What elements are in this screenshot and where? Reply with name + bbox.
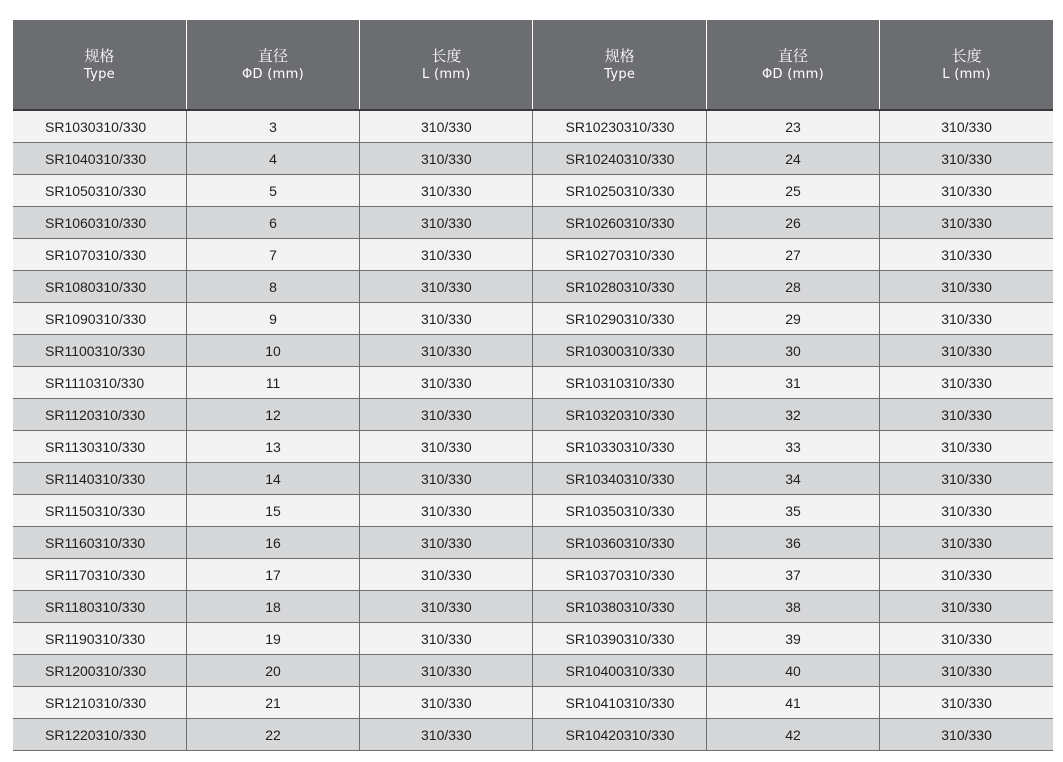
column-header-type <box>533 20 706 110</box>
diameter-cell: 9 <box>186 303 359 335</box>
diameter-cell: 36 <box>706 527 879 559</box>
diameter-cell: 24 <box>706 143 879 175</box>
length-cell: 310/330 <box>880 110 1053 143</box>
type-cell: SR10400310/330 <box>533 655 706 687</box>
type-cell: SR10330310/330 <box>533 431 706 463</box>
table-row <box>13 367 1053 399</box>
type-cell: SR1040310/330 <box>13 143 186 175</box>
length-cell: 310/330 <box>880 591 1053 623</box>
type-cell: SR1070310/330 <box>13 239 186 271</box>
type-cell: SR10350310/330 <box>533 495 706 527</box>
table-row <box>13 463 1053 495</box>
length-cell: 310/330 <box>880 719 1053 751</box>
diameter-cell: 39 <box>706 623 879 655</box>
type-cell: SR10320310/330 <box>533 399 706 431</box>
type-cell: SR1130310/330 <box>13 431 186 463</box>
length-cell: 310/330 <box>360 431 533 463</box>
length-cell: 310/330 <box>880 495 1053 527</box>
type-cell: SR10370310/330 <box>533 559 706 591</box>
length-cell: 310/330 <box>880 271 1053 303</box>
diameter-cell: 19 <box>186 623 359 655</box>
type-cell: SR1210310/330 <box>13 687 186 719</box>
diameter-cell: 33 <box>706 431 879 463</box>
length-cell: 310/330 <box>360 591 533 623</box>
column-header-en-label: Type <box>83 66 115 82</box>
diameter-cell: 34 <box>706 463 879 495</box>
table-row <box>13 335 1053 367</box>
table-row <box>13 175 1053 207</box>
diameter-cell: 42 <box>706 719 879 751</box>
type-cell: SR1150310/330 <box>13 495 186 527</box>
diameter-cell: 23 <box>706 110 879 143</box>
length-cell: 310/330 <box>880 463 1053 495</box>
column-header-zh-label: 直径 <box>777 46 808 65</box>
spec-table <box>13 20 1053 751</box>
diameter-cell: 8 <box>186 271 359 303</box>
length-cell: 310/330 <box>360 367 533 399</box>
length-cell: 310/330 <box>360 143 533 175</box>
diameter-cell: 15 <box>186 495 359 527</box>
length-cell: 310/330 <box>880 175 1053 207</box>
diameter-cell: 20 <box>186 655 359 687</box>
table-row <box>13 719 1053 751</box>
type-cell: SR10230310/330 <box>533 110 706 143</box>
type-cell: SR10290310/330 <box>533 303 706 335</box>
type-cell: SR1050310/330 <box>13 175 186 207</box>
column-header-diameter <box>186 20 359 110</box>
column-header-length <box>880 20 1053 110</box>
length-cell: 310/330 <box>360 207 533 239</box>
diameter-cell: 4 <box>186 143 359 175</box>
length-cell: 310/330 <box>880 655 1053 687</box>
table-row <box>13 303 1053 335</box>
table-row <box>13 431 1053 463</box>
diameter-cell: 31 <box>706 367 879 399</box>
length-cell: 310/330 <box>360 303 533 335</box>
type-cell: SR10250310/330 <box>533 175 706 207</box>
length-cell: 310/330 <box>360 335 533 367</box>
length-cell: 310/330 <box>360 687 533 719</box>
type-cell: SR10390310/330 <box>533 623 706 655</box>
table-row <box>13 527 1053 559</box>
header-row <box>13 20 1053 110</box>
type-cell: SR10270310/330 <box>533 239 706 271</box>
length-cell: 310/330 <box>360 623 533 655</box>
table-header <box>13 20 1053 110</box>
length-cell: 310/330 <box>880 623 1053 655</box>
column-header-zh-label: 长度 <box>431 46 462 65</box>
diameter-cell: 6 <box>186 207 359 239</box>
column-header-en-label: Type <box>604 66 636 82</box>
type-cell: SR1160310/330 <box>13 527 186 559</box>
table-row <box>13 239 1053 271</box>
diameter-cell: 10 <box>186 335 359 367</box>
table-row <box>13 399 1053 431</box>
diameter-cell: 38 <box>706 591 879 623</box>
diameter-cell: 3 <box>186 110 359 143</box>
diameter-cell: 26 <box>706 207 879 239</box>
column-header-zh-label: 规格 <box>604 46 635 65</box>
length-cell: 310/330 <box>360 239 533 271</box>
type-cell: SR10240310/330 <box>533 143 706 175</box>
column-header-en-label: L (mm) <box>421 66 471 82</box>
column-header-zh-label: 长度 <box>951 46 982 65</box>
diameter-cell: 35 <box>706 495 879 527</box>
length-cell: 310/330 <box>360 495 533 527</box>
type-cell: SR1060310/330 <box>13 207 186 239</box>
type-cell: SR1090310/330 <box>13 303 186 335</box>
table-row <box>13 623 1053 655</box>
type-cell: SR1080310/330 <box>13 271 186 303</box>
type-cell: SR10280310/330 <box>533 271 706 303</box>
diameter-cell: 21 <box>186 687 359 719</box>
table-row <box>13 591 1053 623</box>
type-cell: SR10310310/330 <box>533 367 706 399</box>
table-row <box>13 271 1053 303</box>
diameter-cell: 16 <box>186 527 359 559</box>
column-header-en-label: ΦD (mm) <box>242 66 304 82</box>
table-row <box>13 687 1053 719</box>
column-header-zh-label: 直径 <box>257 46 288 65</box>
table-row <box>13 559 1053 591</box>
column-header-zh-label: 规格 <box>84 46 115 65</box>
length-cell: 310/330 <box>360 655 533 687</box>
column-header-en-label: ΦD (mm) <box>762 66 824 82</box>
length-cell: 310/330 <box>880 207 1053 239</box>
length-cell: 310/330 <box>880 527 1053 559</box>
type-cell: SR1030310/330 <box>13 110 186 143</box>
column-header-diameter <box>706 20 879 110</box>
diameter-cell: 7 <box>186 239 359 271</box>
diameter-cell: 17 <box>186 559 359 591</box>
length-cell: 310/330 <box>880 143 1053 175</box>
length-cell: 310/330 <box>880 239 1053 271</box>
type-cell: SR10300310/330 <box>533 335 706 367</box>
length-cell: 310/330 <box>880 367 1053 399</box>
diameter-cell: 14 <box>186 463 359 495</box>
type-cell: SR1110310/330 <box>13 367 186 399</box>
column-header-en-label: L (mm) <box>942 66 991 82</box>
length-cell: 310/330 <box>360 175 533 207</box>
diameter-cell: 18 <box>186 591 359 623</box>
table-row <box>13 110 1053 143</box>
diameter-cell: 29 <box>706 303 879 335</box>
table-row <box>13 655 1053 687</box>
type-cell: SR1200310/330 <box>13 655 186 687</box>
length-cell: 310/330 <box>880 431 1053 463</box>
type-cell: SR10410310/330 <box>533 687 706 719</box>
length-cell: 310/330 <box>360 110 533 143</box>
length-cell: 310/330 <box>360 559 533 591</box>
table-row <box>13 207 1053 239</box>
type-cell: SR10260310/330 <box>533 207 706 239</box>
type-cell: SR1120310/330 <box>13 399 186 431</box>
length-cell: 310/330 <box>880 687 1053 719</box>
diameter-cell: 30 <box>706 335 879 367</box>
diameter-cell: 41 <box>706 687 879 719</box>
type-cell: SR10420310/330 <box>533 719 706 751</box>
type-cell: SR1100310/330 <box>13 335 186 367</box>
diameter-cell: 13 <box>186 431 359 463</box>
length-cell: 310/330 <box>360 271 533 303</box>
diameter-cell: 12 <box>186 399 359 431</box>
length-cell: 310/330 <box>880 559 1053 591</box>
table-row <box>13 143 1053 175</box>
column-header-type <box>13 20 186 110</box>
type-cell: SR1170310/330 <box>13 559 186 591</box>
type-cell: SR1190310/330 <box>13 623 186 655</box>
type-cell: SR10360310/330 <box>533 527 706 559</box>
diameter-cell: 22 <box>186 719 359 751</box>
length-cell: 310/330 <box>880 399 1053 431</box>
diameter-cell: 11 <box>186 367 359 399</box>
type-cell: SR1180310/330 <box>13 591 186 623</box>
diameter-cell: 28 <box>706 271 879 303</box>
diameter-cell: 37 <box>706 559 879 591</box>
length-cell: 310/330 <box>360 399 533 431</box>
type-cell: SR1140310/330 <box>13 463 186 495</box>
type-cell: SR1220310/330 <box>13 719 186 751</box>
diameter-cell: 40 <box>706 655 879 687</box>
length-cell: 310/330 <box>880 335 1053 367</box>
table-row <box>13 495 1053 527</box>
table-body <box>13 110 1053 751</box>
diameter-cell: 5 <box>186 175 359 207</box>
diameter-cell: 25 <box>706 175 879 207</box>
length-cell: 310/330 <box>880 303 1053 335</box>
length-cell: 310/330 <box>360 463 533 495</box>
length-cell: 310/330 <box>360 527 533 559</box>
length-cell: 310/330 <box>360 719 533 751</box>
diameter-cell: 27 <box>706 239 879 271</box>
type-cell: SR10340310/330 <box>533 463 706 495</box>
spec-table-container <box>13 20 1053 751</box>
diameter-cell: 32 <box>706 399 879 431</box>
column-header-length <box>360 20 533 110</box>
type-cell: SR10380310/330 <box>533 591 706 623</box>
